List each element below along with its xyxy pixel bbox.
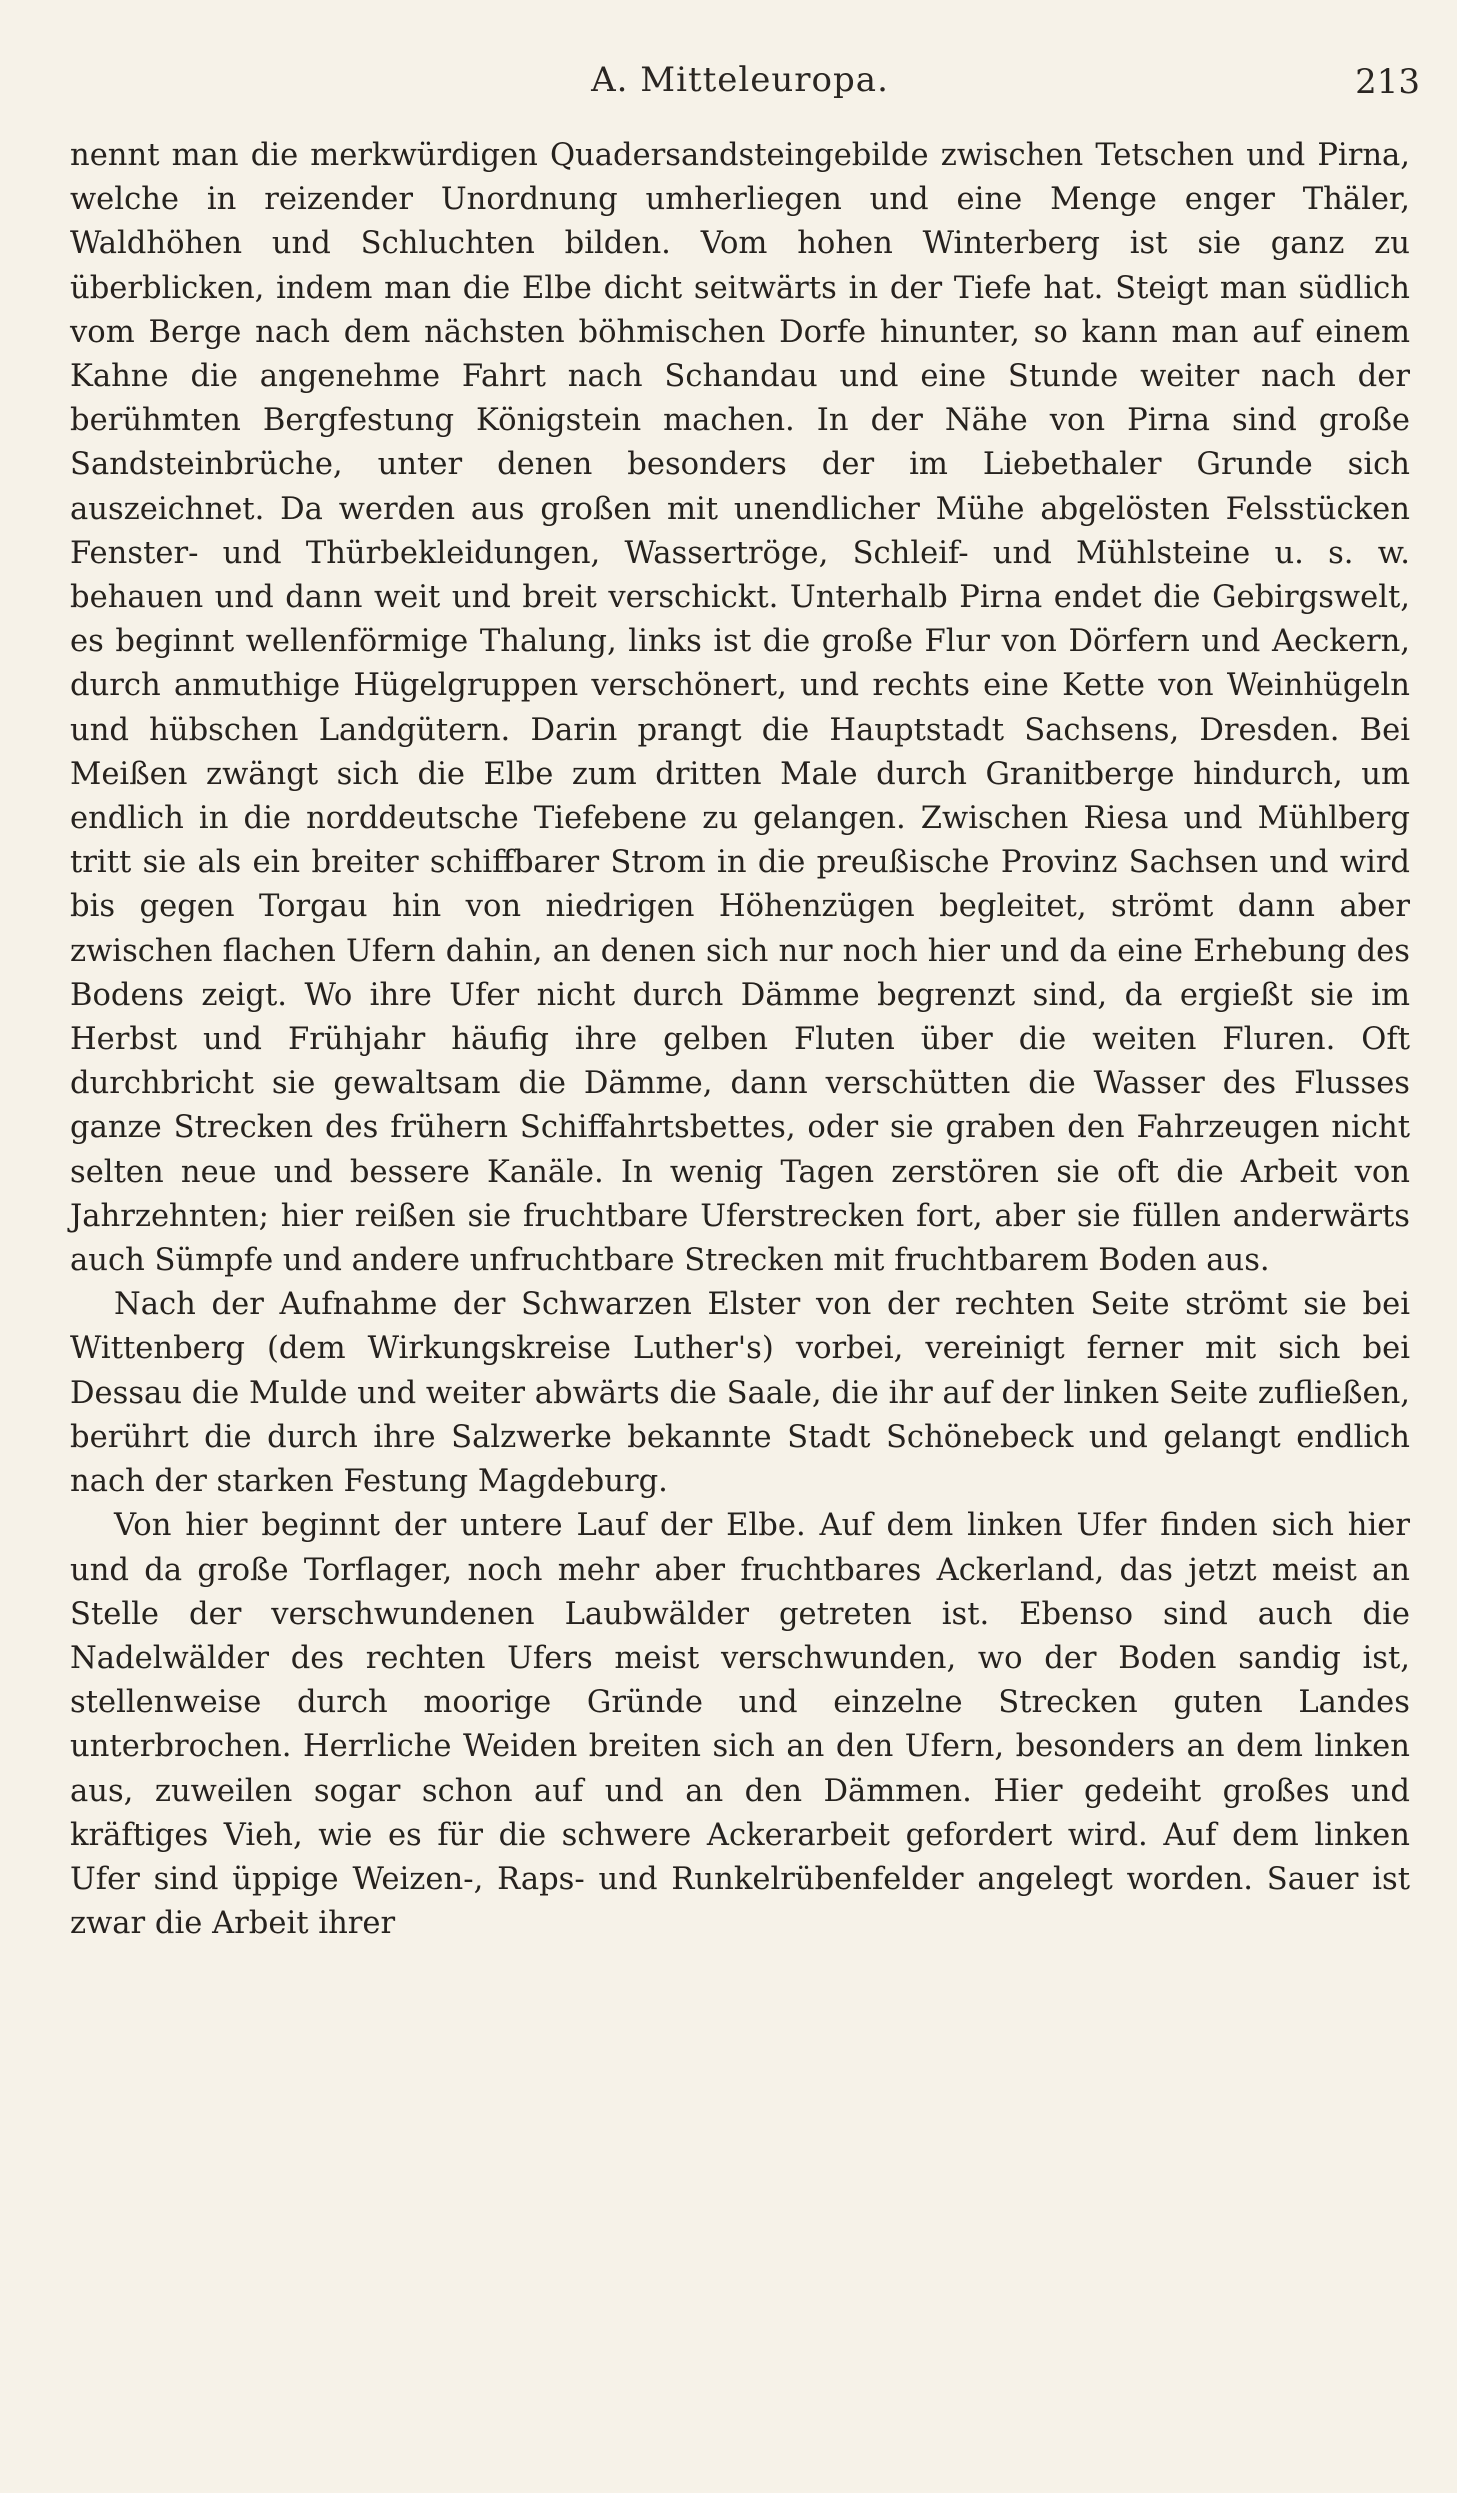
paragraph-1: nennt man die merkwürdigen Quadersandsteingebilde zwischen Tetschen und Pirna, welche in reizender Unordnung umherliegen und eine Menge enger Thäler, Waldhöhen und Schluchten bilden. Vom hohen Winterberg ist sie ganz zu überblicken, indem man die Elbe dicht seitwärts in der Tiefe hat. Steigt man südlich vom Berge nach dem nächsten böhmischen Dorfe hinunter, so kann man auf einem Kahne die angenehme Fahrt nach Schandau und eine Stunde weiter nach der berühmten Bergfestung Königstein machen. In der Nähe von Pirna sind große Sandsteinbrüche, unter denen besonders der im Liebethaler Grunde sich auszeichnet. Da werden aus großen mit unendlicher Mühe abgelösten Felsstücken Fenster- und Thürbekleidungen, Wassertröge, Schleif- und Mühlsteine u. s. w. behauen und dann weit und breit verschickt. Unterhalb Pirna endet die Gebirgswelt, es beginnt wellenförmige Thalung, links ist die große Flur von Dörfern und Aeckern, durch anmuthige Hügelgruppen verschönert, und rechts eine Kette von Weinhügeln und hübschen Landgütern. Darin prangt die Hauptstadt Sachsens, Dresden. Bei Meißen zwängt sich die Elbe zum dritten Male durch Granitberge hindurch, um endlich in die norddeutsche Tiefebene zu gelangen. Zwischen Riesa und Mühlberg tritt sie als ein breiter schiffbarer Strom in die preußische Provinz Sachsen und wird bis gegen Torgau hin von niedrigen Höhenzügen begleitet, strömt dann aber zwischen flachen Ufern dahin, an denen sich nur noch hier und da eine Erhebung des Bodens zeigt. Wo ihre Ufer nicht durch Dämme begrenzt sind, da ergießt sie im Herbst und Frühjahr häufig ihre gelben Fluten über die weiten Fluren. Oft durchbricht sie gewaltsam die Dämme, dann verschütten die Wasser des Flusses ganze Strecken des frühern Schiffahrtsbettes, oder sie graben den Fahrzeugen nicht selten neue und bessere Kanäle. In wenig Tagen zerstören sie oft die Arbeit von Jahrzehnten; hier reißen sie fruchtbare Uferstrecken fort, aber sie füllen anderwärts auch Sümpfe und andere unfruchtbare Strecken mit fruchtbarem Boden aus. — [70, 138, 1410, 1279]
running-head — [60, 56, 1420, 108]
body-text — [70, 134, 1410, 1946]
paragraph-3: Von hier beginnt der untere Lauf der Elbe. Auf dem linken Ufer finden sich hier und da große Torflager, noch mehr aber fruchtbares Ackerland, das jetzt meist an Stelle der verschwundenen Laubwälder getreten ist. Ebenso sind auch die Nadelwälder des rechten Ufers meist verschwunden, wo der Boden sandig ist, stellenweise durch moorige Gründe und einzelne Strecken guten Landes unterbrochen. Herrliche Weiden breiten sich an den Ufern, besonders an dem linken aus, zuweilen sogar schon auf und an den Dämmen. Hier gedeiht großes und kräftiges Vieh, wie es für die schwere Ackerarbeit gefordert wird. Auf dem linken Ufer sind üppige Weizen-, Raps- und Runkelrübenfelder angelegt worden. Sauer ist zwar die Arbeit ihrer — [70, 1508, 1410, 1942]
page-number: 213 — [1355, 62, 1420, 102]
paragraph-2: Nach der Aufnahme der Schwarzen Elster von der rechten Seite strömt sie bei Wittenberg (dem Wirkungskreise Luther's) vorbei, vereinigt ferner mit sich bei Dessau die Mulde und weiter abwärts die Saale, die ihr auf der linken Seite zufließen, berührt die durch ihre Salzwerke bekannte Stadt Schönebeck und gelangt endlich nach der starken Festung Magdeburg. — [70, 1287, 1410, 1500]
chapter-title: A. Mitteleuropa. — [591, 60, 889, 100]
